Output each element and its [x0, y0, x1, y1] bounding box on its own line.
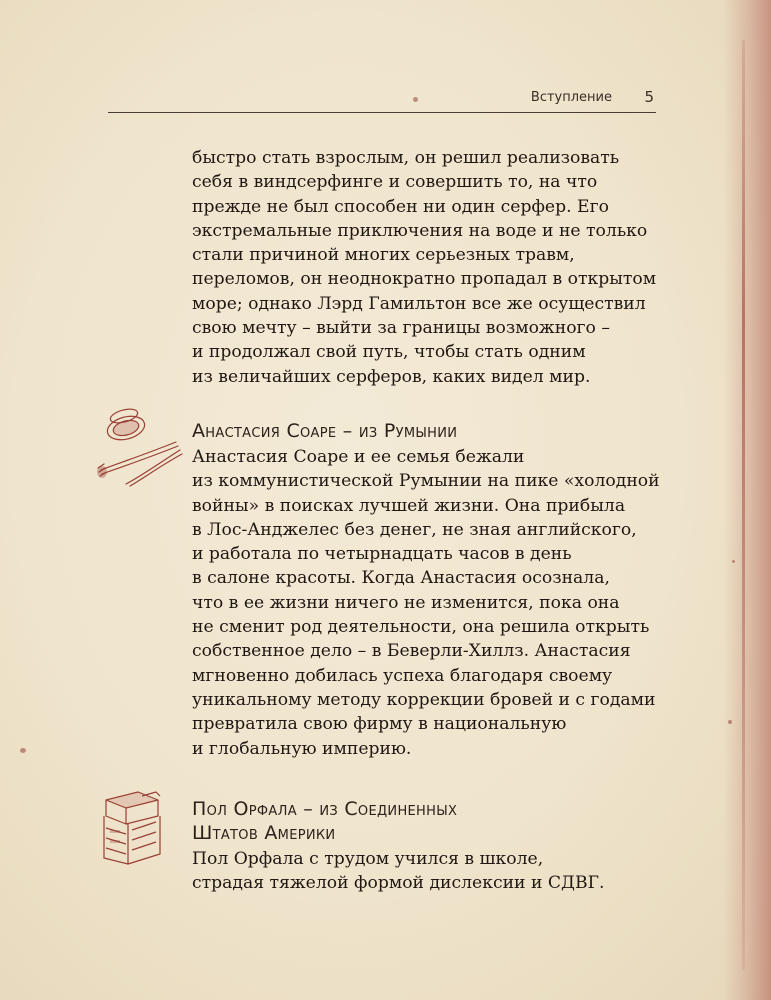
paragraph-soare [192, 445, 660, 761]
text-line: стали причиной многих серьезных травм, [192, 245, 575, 266]
running-header [108, 88, 656, 113]
text-line: собственное дело – в Беверли-Хиллз. Анастасия [192, 641, 631, 662]
text-line: море; однако Лэрд Гамильтон все же осуществил [192, 293, 646, 314]
page-edge-stain [723, 0, 771, 1000]
text-line: из коммунистической Румынии на пике «холодной [192, 471, 660, 492]
paragraph-orfalea [192, 847, 605, 896]
text-line: страдая тяжелой формой дислексии и СДВГ. [192, 873, 605, 894]
text-line: превратила свою фирму в национальную [192, 714, 567, 735]
paper-speck [728, 720, 732, 724]
text-line: экстремальные приключения на воде и не только [192, 220, 648, 241]
text-line: прежде не был способен ни один серфер. Его [192, 196, 609, 217]
text-line: в Лос-Анджелес без денег, не зная английского, [192, 519, 637, 540]
text-line: Анастасия Соаре и ее семья бежали [192, 447, 525, 467]
text-line: и работала по четырнадцать часов в день [192, 544, 572, 565]
heading-line: Штатов Америки [192, 822, 336, 844]
paper-speck [20, 748, 26, 753]
text-line: из величайших серферов, каких видел мир. [192, 366, 591, 387]
text-line: в салоне красоты. Когда Анастасия осознала, [192, 568, 610, 589]
heading-line: Анастасия Соаре – из Румынии [192, 420, 458, 442]
paragraph-intro [192, 146, 656, 389]
text-line: войны» в поисках лучшей жизни. Она прибыла [192, 495, 626, 516]
heading-line: Пол Орфала – из Соединенных [192, 798, 458, 820]
cosmetics-compact-brush-tweezers-icon [96, 398, 186, 490]
text-line: не сменит род деятельности, она решила открыть [192, 617, 650, 638]
text-line: уникальному методу коррекции бровей и с годами [192, 689, 656, 710]
photocopier-icon [98, 786, 164, 866]
text-line: переломов, он неоднократно пропадал в открытом [192, 269, 657, 290]
text-line: Пол Орфала с трудом учился в школе, [192, 849, 544, 869]
page-number: 5 [644, 88, 654, 106]
text-line: что в ее жизни ничего не изменится, пока она [192, 592, 620, 613]
paper-speck [732, 560, 735, 563]
text-line: свою мечту – выйти за границы возможного – [192, 318, 610, 339]
section-heading-orfalea [192, 797, 457, 845]
text-line: и глобальную империю. [192, 738, 412, 759]
running-header-title: Вступление [530, 90, 612, 105]
page-edge-line [742, 40, 745, 970]
text-line: и продолжал свой путь, чтобы стать одним [192, 342, 586, 363]
text-line: себя в виндсерфинге и совершить то, на что [192, 172, 598, 193]
section-heading-soare [192, 419, 457, 443]
text-line: мгновенно добилась успеха благодаря своему [192, 665, 613, 686]
text-line: быстро стать взрослым, он решил реализовать [192, 148, 620, 168]
